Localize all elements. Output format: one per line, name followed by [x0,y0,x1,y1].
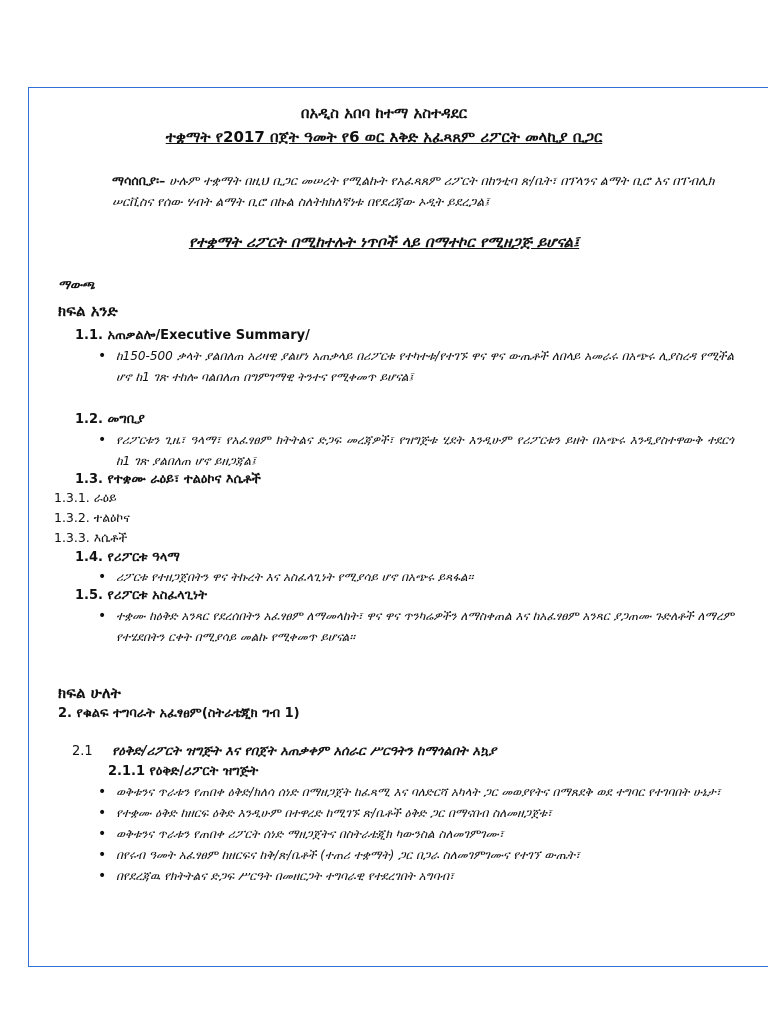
list-item: • ተቋሙ ከዕቅድ አንጻር የደረሰበትን አፈፃፀም ለማመላከት፣ ዋና ዋና ጥንካሬዎችን ለማስቀጠል እና ከአፈፃፀም አንጻር ያጋጠሙ ጉድለቶች ለማረም የተሄደበትን ርቀት በሚያሳይ መልኩ የሚቀመጥ ይሆናል፡፡ [92,606,734,648]
list-item: • የሪፖርቱን ጊዜ፣ ዓላማ፣ የአፈፃፀም ክትትልና ድጋፍ መረጃዎች፣ የዝግጅቱ ሂደት እንዲሁም የሪፖርቱን ይዘት በአጭሩ እንዲያስተዋውቅ ተደርጎ ከ1 ገጽ ያልበለጠ ሆኖ ይዘጋጃል፤ [92,430,734,472]
section-2-1-1-bullets [92,782,734,887]
list-item: • የተቋሙ ዕቅድ ከዘርፍ ዕቅድ እንዲሁም በተዋረድ ከሚገኙ ጽ/ቤቶች ዕቅድ ጋር በማናበብ ስለመዘጋጀቱ፣ [92,803,734,824]
note-label: ማሳሰቢያ፡– [112,173,166,188]
section-2-1-1: 2.1.1 የዕቅድ/ሪፖርት ዝግጅት [108,764,259,779]
section-1-4-bullets [92,567,734,588]
section-1-1-bullets [92,346,734,388]
list-item: • ከ150-500 ቃላት ያልበለጠ አሪዛዊ ያልሆነ አጠቃላይ በሪፖርቱ የተካተቱ/የተገኙ ዋና ዋና ውጤቶች ለበላይ አመራሩ በአጭሩ ሊያስረዳ የሚችል ሆኖ ከ1 ገጽ ተከሎ ባልበለጠ በግምገማዊ ትንተና የሚቀመጥ ይሆናል፤ [92,346,734,388]
subsection-1-3-2: 1.3.2. ተልዕኮና [54,510,130,525]
list-item: • ሪፖርቱ የተዘጋጀበትን ዋና ትኩረት እና አስፈላጊነት የሚያሳይ ሆኖ በአጭሩ ይጻፋል፡፡ [92,567,734,588]
header-line-2: ተቋማት የ2017 በጀት ዓመት የ6 ወር እቅድ አፈጻጸም ሪፖርት መላኪያ ቢጋር [165,128,603,146]
section-1-2: 1.2. መግቢያ [75,412,145,427]
section-2-1-title: የዕቅድ/ሪፖርት ዝግጅት እና የበጀት አጠቃቀም አሰራር ሥርዓትን ከማጎልበት አኳያ [112,744,497,759]
subsection-1-3-3: 1.3.3. እሴቶች [54,530,128,545]
instruction-banner: የተቋማት ሪፖርት በሚከተሉት ነጥቦች ላይ በማተኮር የሚዘጋጅ ይሆናል፤ [188,233,580,251]
page-border-left [28,87,29,967]
section-1-4: 1.4. የሪፖርቱ ዓላማ [75,550,180,565]
list-item: • ወቅቱንና ጥራቱን የጠበቀ ዕቅድ/ክለሳ ሰነድ በማዘጋጀት ከፈጻሚ እና ባለድርሻ አካላት ጋር መወያየትና በማጸደቅ ወደ ተግባር የተገባበት ሁኔታ፣ [92,782,734,803]
section-1-2-bullets [92,430,734,472]
list-item: • በየደረጃዉ የክትትልና ድጋፍ ሥርዓት በመዘርጋት ተግባራዊ የተደረገበት አግባብ፣ [92,866,734,887]
section-1-5: 1.5. የሪፖርቱ አስፈላጊነት [75,588,207,603]
section-1-5-bullets [92,606,734,648]
part1-title: ክፍል አንድ [58,302,118,320]
list-item: • ወቅቱንና ጥራቱን የጠበቀ ሪፖርት ሰነድ ማዘጋጀትና በስትራቴጂክ ካውንስል ስለመገምገሙ፣ [92,824,734,845]
header-line-1: በአዲስ አበባ ከተማ አስተዳደር [300,104,468,122]
note-text: ሁሉም ተቋማት በዚህ ቢጋር መሠረት የሚልኩት የአፈጻጸም ሪፖርት በከንቲባ ጽ/ቤት፣ በፕላንና ልማት ቢሮ እና በፐብሊክ ሠርቪስና የሰው ሃብት ልማት ቢሮ በኩል ስለትክክለኛነቱ በየደረጃው ኦዲት ይደረጋል፤ [112,173,715,209]
page-border-top [28,87,768,88]
section-1-1: 1.1. አጠቃልሎ/Executive Summary/ [75,328,310,343]
subsection-1-3-1: 1.3.1. ራዕይ [54,490,117,505]
section-2: 2. የቁልፍ ተግባራት አፈፃፀም(ስትራቴጂክ ግብ 1) [58,706,300,721]
section-1-3: 1.3. የተቋሙ ራዕይ፣ ተልዕኮና እሴቶች [75,472,261,487]
section-2-1-number: 2.1 [72,744,93,759]
toc-label: ማውጫ [58,277,95,292]
list-item: • በየሩብ ዓመት አፈፃፀም ከዘርፍና ከቅ/ጽ/ቤቶች (ተጠሪ ተቋማት) ጋር በጋራ ስለመገምገሙና የተገኘ ውጤት፣ [92,845,734,866]
part2-title: ክፍል ሁለት [58,684,121,702]
note-paragraph [112,170,732,212]
page-border-bottom [28,966,768,967]
